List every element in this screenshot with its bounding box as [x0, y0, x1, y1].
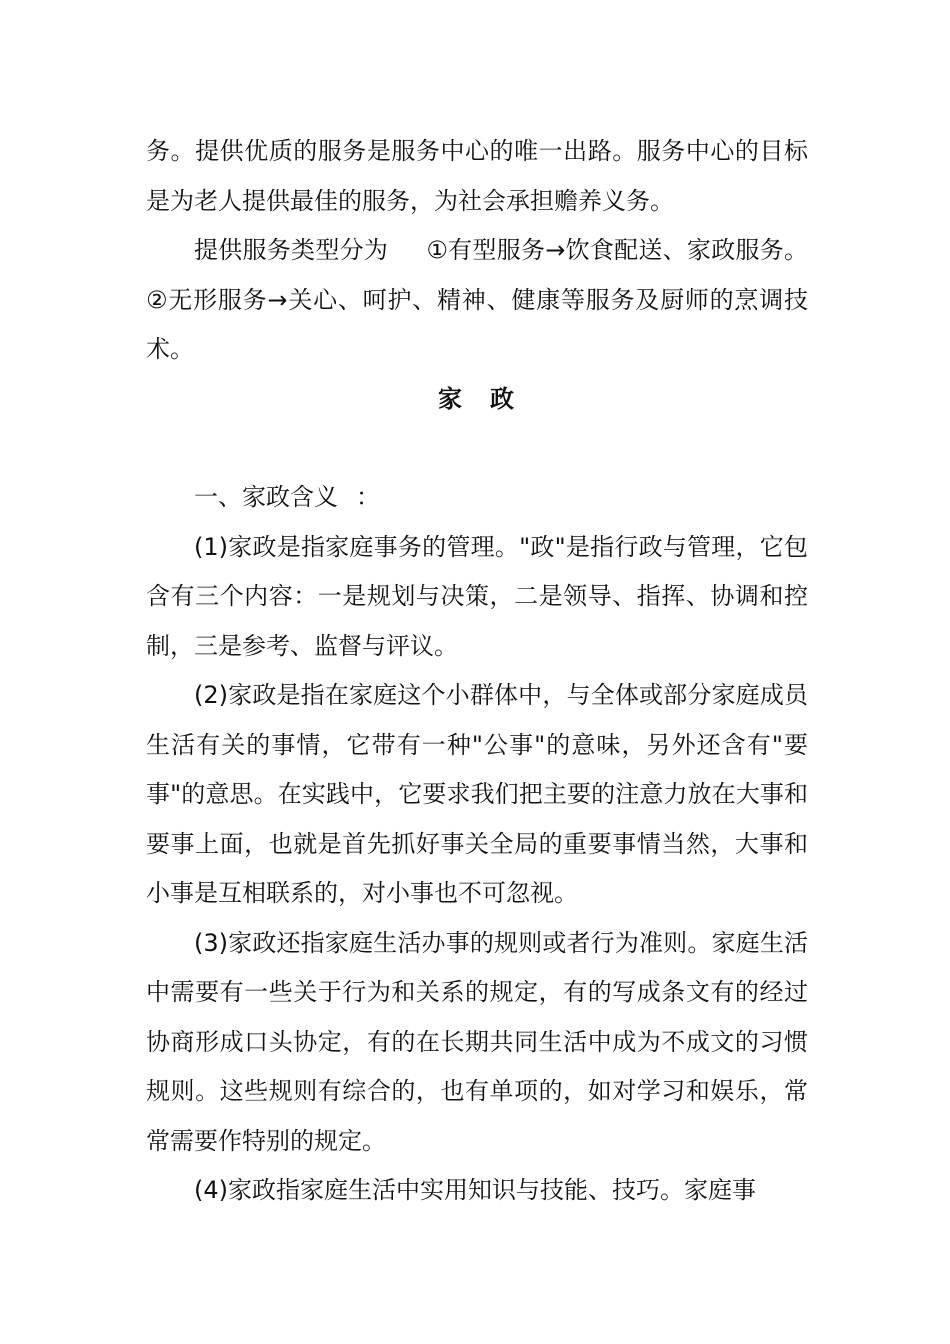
- definition-item-4: (4)家政指家庭生活中实用知识与技能、技巧。家庭事: [194, 1176, 756, 1204]
- section-title: [146, 375, 808, 425]
- definition-item-1: (1)家政是指家庭事务的管理。"政"是指行政与管理，它包含有三个内容：一是规划与决策，二是领导、指挥、协调和控制，三是参考、监督与评议。: [146, 532, 808, 660]
- definition-item-3: (3)家政还指家庭生活办事的规则或者行为准则。家庭生活中需要有一些关于行为和关系的规定，有的写成条文有的经过协商形成口头协定，有的在长期共同生活中成为不成文的习惯规则。这些规则有综合的，也有单项的，如对学习和娱乐，常常需要作特别的规定。: [146, 928, 808, 1155]
- paragraph-service-types: [146, 226, 808, 375]
- service-types-body: ①有型服务→饮食配送、家政服务。②无形服务→关心、呵护、精神、健康等服务及厨师的烹调技术。: [146, 236, 808, 363]
- heading-definition-colon: ：: [356, 483, 380, 511]
- paragraph-service-goal: 务。提供优质的服务是服务中心的唯一出路。服务中心的目标是为老人提供最佳的服务，为社会承担赡养义务。: [146, 137, 808, 215]
- heading-definition: [146, 473, 808, 523]
- definition-item-2: (2)家政是指在家庭这个小群体中，与全体或部分家庭成员生活有关的事情，它带有一种"公事"的意味，另外还含有"要事"的意思。在实践中，它要求我们把主要的注意力放在大事和要事上面，也就是首先抓好事关全局的重要事情当然，大事和小事是互相联系的，对小事也不可忽视。: [146, 681, 808, 907]
- section-title-right: 政: [490, 384, 516, 413]
- heading-definition-text: 一、家政含义: [194, 483, 338, 511]
- section-title-left: 家: [438, 384, 464, 413]
- service-types-label: 提供服务类型分为: [194, 236, 389, 264]
- document-body: [146, 127, 808, 1216]
